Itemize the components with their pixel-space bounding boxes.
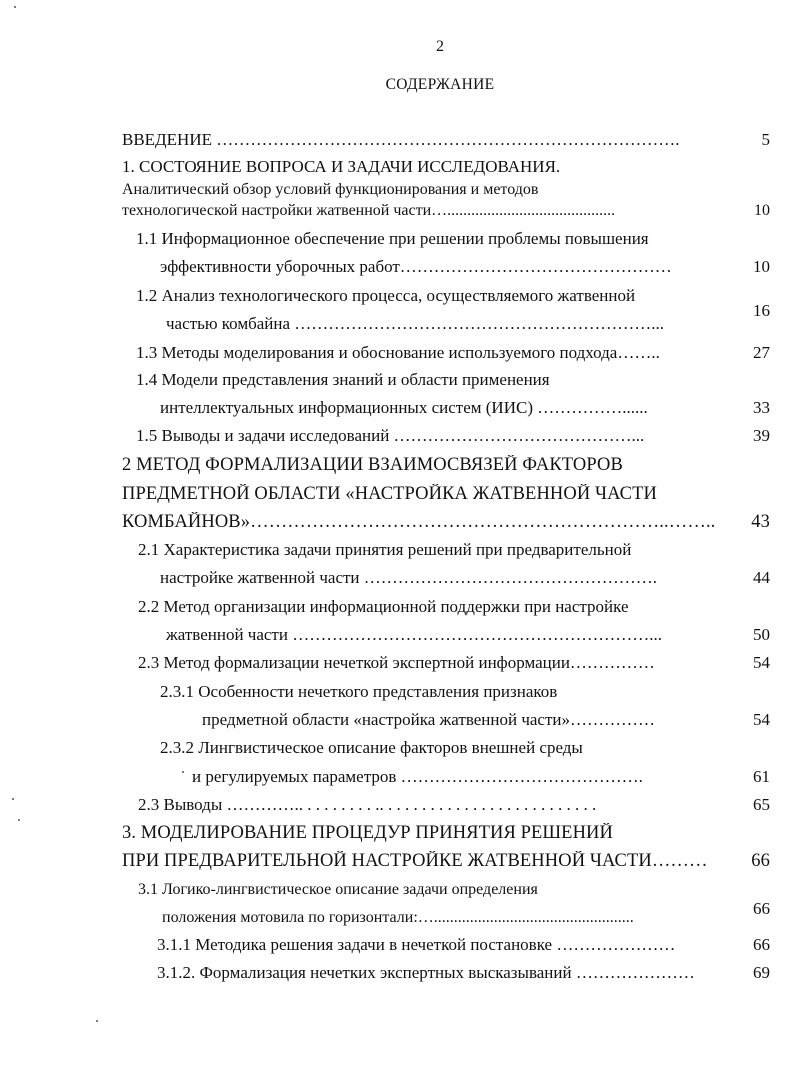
- toc-entry-text: 2.3.2 Лингвистическое описание факторов внешней среды: [160, 738, 583, 757]
- toc-entry-text: частью комбайна ………………………………………………………...: [166, 314, 665, 333]
- scan-speck: [12, 798, 14, 800]
- toc-entry-page: 66: [753, 935, 770, 954]
- toc-entry-page: 10: [753, 257, 770, 276]
- toc-entry-page: 27: [753, 343, 770, 362]
- toc-entry-text: ПРИ ПРЕДВАРИТЕЛЬНОЙ НАСТРОЙКЕ ЖАТВЕННОЙ ЧАСТИ………: [122, 851, 708, 871]
- toc-entry-text: технологической настройки жатвенной части…..........................................: [122, 202, 616, 219]
- toc-entry-text: настройке жатвенной части …………………………………………….: [160, 568, 658, 587]
- toc-entry-text: ВВЕДЕНИЕ ……………………………………………………………………….: [122, 130, 680, 149]
- toc-entry-text: 3.1.2. Формализация нечетких экспертных высказываний …………………: [157, 963, 695, 982]
- toc-entry-text: жатвенной части ………………………………………………………...: [166, 625, 662, 644]
- toc-entry-text: 2.3 Выводы ………….. . . . . . . . . .. . . . . . . . . . . . . . . . . . . . . . . . . .: [138, 795, 597, 814]
- toc-entry-page: 66: [751, 851, 770, 871]
- toc-entry-text: ПРЕДМЕТНОЙ ОБЛАСТИ «НАСТРОЙКА ЖАТВЕННОЙ ЧАСТИ: [122, 484, 657, 504]
- toc-entry-page: 61: [753, 767, 770, 786]
- toc-entry-page: 54: [753, 710, 770, 729]
- toc-entry-page: 33: [753, 398, 770, 417]
- page-number: 2: [436, 38, 444, 55]
- toc-entry-text: эффективности уборочных работ…………………………………………: [160, 257, 672, 276]
- toc-entry-text: и регулируемых параметров …………………………………….: [192, 767, 643, 786]
- toc-entry-text: 2.2 Метод организации информационной поддержки при настройке: [138, 597, 629, 616]
- page-title: СОДЕРЖАНИЕ: [385, 76, 495, 93]
- toc-entry-page: 66: [753, 899, 770, 918]
- toc-entry-page: 43: [751, 512, 770, 532]
- toc-entry-text: 3. МОДЕЛИРОВАНИЕ ПРОЦЕДУР ПРИНЯТИЯ РЕШЕНИЙ: [122, 823, 613, 843]
- toc-entry-text: 1. СОСТОЯНИЕ ВОПРОСА И ЗАДАЧИ ИССЛЕДОВАНИЯ.: [122, 157, 561, 176]
- toc-entry-text: предметной области «настройка жатвенной части»……………: [202, 710, 656, 729]
- toc-entry-page: 50: [753, 625, 770, 644]
- toc-entry-page: 69: [753, 963, 770, 982]
- toc-entry-text: 1.5 Выводы и задачи исследований ……………………………………...: [136, 426, 645, 445]
- toc-entry-page: 10: [754, 202, 770, 219]
- toc-entry-text: положения мотовила по горизонтали:…..................................................: [162, 909, 634, 926]
- scan-speck: [182, 771, 184, 773]
- toc-entry-text: 2.3.1 Особенности нечеткого представления признаков: [160, 682, 558, 701]
- toc-entry-text: 1.4 Модели представления знаний и области применения: [136, 370, 550, 389]
- toc-entry-page: 44: [753, 568, 770, 587]
- toc-entry-page: 65: [753, 795, 770, 814]
- toc-entry-text: 1.2 Анализ технологического процесса, осуществляемого жатвенной: [136, 286, 636, 305]
- toc-entry-page: 16: [753, 301, 770, 320]
- toc-entry-text: 2 МЕТОД ФОРМАЛИЗАЦИИ ВЗАИМОСВЯЗЕЙ ФАКТОРОВ: [122, 455, 623, 475]
- toc-entry-page: 5: [761, 130, 770, 149]
- scan-speck: [18, 819, 20, 821]
- scan-speck: [14, 6, 16, 8]
- toc-entry-page: 54: [753, 653, 770, 672]
- toc-entry-text: интеллектуальных информационных систем (ИИС) ……………......: [160, 398, 648, 417]
- toc-entry-text: 1.3 Методы моделирования и обоснование используемого подхода……..: [136, 343, 660, 362]
- toc-entry-text: 3.1.1 Методика решения задачи в нечеткой постановке …………………: [157, 935, 676, 954]
- toc-entry-text: 2.1 Характеристика задачи принятия решений при предварительной: [138, 540, 632, 559]
- toc-entry-text: Аналитический обзор условий функционирования и методов: [122, 181, 539, 198]
- scan-speck: [96, 1020, 98, 1022]
- toc-entry-text: 2.3 Метод формализации нечеткой экспертной информации……………: [138, 653, 655, 672]
- toc-entry-text: 3.1 Логико-лингвистическое описание задачи определения: [138, 881, 538, 898]
- toc-entry-text: 1.1 Информационное обеспечение при решении проблемы повышения: [136, 229, 649, 248]
- toc-entry-page: 39: [753, 426, 770, 445]
- toc-entry-text: КОМБАЙНОВ»…………………………………………………………..……..: [122, 512, 716, 532]
